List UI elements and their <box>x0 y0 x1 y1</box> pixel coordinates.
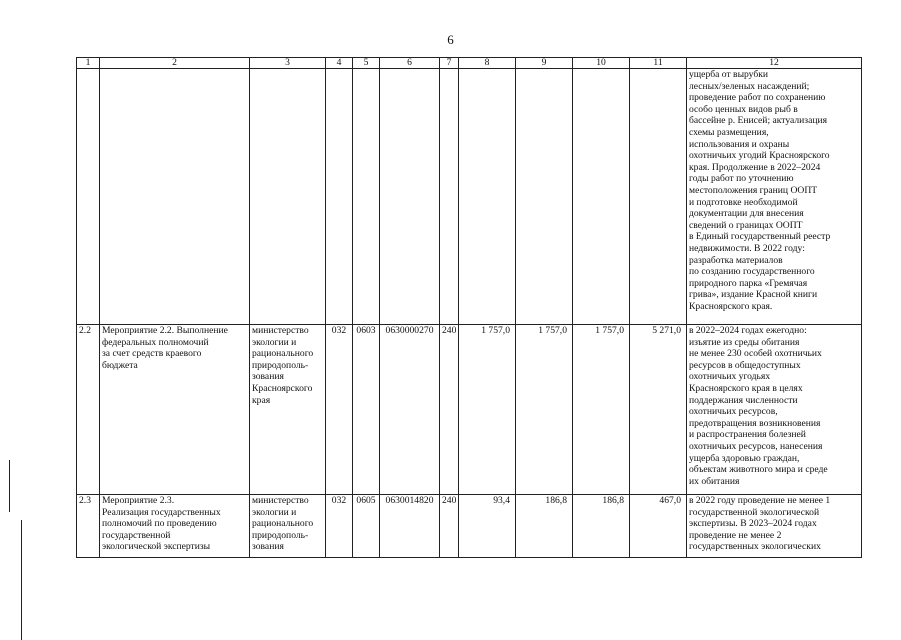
text-line: в Единый государственный реестр <box>689 231 831 243</box>
text-line: в 2022–2024 годах ежегодно: <box>689 325 807 336</box>
header-cell: 4 <box>326 58 353 69</box>
text-line: экологии и <box>252 506 297 518</box>
text-line: за счет средств краевого <box>102 348 202 360</box>
amount-2023-cell <box>516 69 573 325</box>
text-line: местоположения границ ООПТ <box>689 184 818 196</box>
executor-cell <box>250 495 326 558</box>
text-line: Реализация государственных <box>102 506 221 518</box>
amount-2024-cell <box>573 69 630 325</box>
amount-total-cell: 5 271,0 <box>630 325 687 495</box>
executor-cell <box>250 69 326 325</box>
text-line: схемы размещения, <box>689 126 769 138</box>
header-cell: 5 <box>353 58 380 69</box>
text-line: ущерба от вырубки <box>689 69 769 80</box>
text-line: охотничьих угодий Красноярского <box>689 150 830 162</box>
header-cell: 7 <box>440 58 459 69</box>
text-line: Красноярского края. <box>689 300 773 312</box>
executor-cell <box>250 325 326 495</box>
row-number-cell: 2.3 <box>77 495 100 558</box>
text-line: по созданию государственного <box>689 266 815 278</box>
text-line: экологии и <box>252 336 297 348</box>
activity-name-cell <box>100 69 250 325</box>
text-line: в 2022 году проведение не менее 1 <box>689 495 831 506</box>
header-cell: 2 <box>100 58 250 69</box>
amount-2022-cell: 1 757,0 <box>459 325 516 495</box>
amount-2023-cell: 1 757,0 <box>516 325 573 495</box>
text-line: сведений о границах ООПТ <box>689 219 803 231</box>
rzpr-code-cell: 0603 <box>353 325 380 495</box>
rzpr-code-cell <box>353 69 380 325</box>
text-line: их обитания <box>689 475 740 487</box>
text-line: экспертизы. В 2023–2024 годах <box>689 518 817 530</box>
text-line: грива», издание Красной книги <box>689 289 818 301</box>
text-line: использования и охраны <box>689 138 790 150</box>
text-line: государственной экологической <box>689 506 820 518</box>
text-line: природополь- <box>252 529 309 541</box>
left-margin-line-lower <box>21 520 22 640</box>
table-row <box>77 325 862 495</box>
text-line: охотничьих угодьях <box>689 371 771 383</box>
amount-2022-cell <box>459 69 516 325</box>
text-line: объектам животного мира и среде <box>689 464 828 476</box>
text-line: государственных экологических <box>689 541 821 553</box>
header-cell: 8 <box>459 58 516 69</box>
header-cell: 1 <box>77 58 100 69</box>
amount-total-cell: 467,0 <box>630 495 687 558</box>
text-line: и подготовке необходимой <box>689 196 798 208</box>
header-cell: 10 <box>573 58 630 69</box>
grbs-code-cell <box>326 69 353 325</box>
text-line: охотничьих ресурсов, <box>689 406 778 418</box>
text-line: бассейне р. Енисей; актуализация <box>689 115 828 127</box>
text-line: министерство <box>252 495 309 506</box>
text-line: полномочий по проведению <box>102 518 217 530</box>
activity-name-cell <box>100 495 250 558</box>
text-line: рационального <box>252 518 314 530</box>
amount-total-cell <box>630 69 687 325</box>
text-line: разработка материалов <box>689 254 783 266</box>
text-line: проведение работ по сохранению <box>689 92 826 104</box>
text-line: природного парка «Гремячая <box>689 277 808 289</box>
text-line: Красноярского края в целях <box>689 382 803 394</box>
row-number-cell <box>77 69 100 325</box>
text-line: документации для внесения <box>689 208 804 220</box>
vr-code-cell <box>440 69 459 325</box>
page-number: 6 <box>447 32 454 47</box>
text-line: Мероприятие 2.3. <box>102 495 175 506</box>
amount-2023-cell: 186,8 <box>516 495 573 558</box>
header-cell: 11 <box>630 58 687 69</box>
amount-2024-cell: 186,8 <box>573 495 630 558</box>
text-line: ресурсов в общедоступных <box>689 359 801 371</box>
grbs-code-cell: 032 <box>326 325 353 495</box>
text-line: зования <box>252 541 284 553</box>
vr-code-cell: 240 <box>440 325 459 495</box>
expected-result-cell <box>687 325 862 495</box>
text-line: Красноярского <box>252 382 313 394</box>
text-line: недвижимости. В 2022 году: <box>689 242 805 254</box>
text-line: не менее 230 особей охотничьих <box>689 348 822 360</box>
text-line: предотвращения возникновения <box>689 417 821 429</box>
text-line: края <box>252 394 271 406</box>
amount-2022-cell: 93,4 <box>459 495 516 558</box>
header-row <box>77 58 862 69</box>
amount-2024-cell: 1 757,0 <box>573 325 630 495</box>
text-line: края. Продолжение в 2022–2024 <box>689 161 821 173</box>
grbs-code-cell: 032 <box>326 495 353 558</box>
header-cell: 3 <box>250 58 326 69</box>
table-row <box>77 495 862 558</box>
text-line: зования <box>252 371 284 383</box>
text-line: поддержания численности <box>689 394 798 406</box>
header-cell: 6 <box>380 58 440 69</box>
text-line: лесных/зеленых насаждений; <box>689 80 810 92</box>
header-cell: 9 <box>516 58 573 69</box>
text-line: бюджета <box>102 359 138 371</box>
text-line: годы работ по уточнению <box>689 173 794 185</box>
text-line: особо ценных видов рыб в <box>689 103 798 115</box>
text-line: федеральных полномочий <box>102 336 209 348</box>
text-line: ущерба здоровью граждан, <box>689 452 800 464</box>
left-margin-line-upper <box>9 460 10 512</box>
text-line: министерство <box>252 325 309 336</box>
text-line: Мероприятие 2.2. Выполнение <box>102 325 228 336</box>
csr-code-cell: 0630000270 <box>380 325 440 495</box>
rzpr-code-cell: 0605 <box>353 495 380 558</box>
expected-result-cell <box>687 69 862 325</box>
budget-activities-table <box>76 57 862 558</box>
table-row <box>77 69 862 325</box>
row-number-cell: 2.2 <box>77 325 100 495</box>
text-line: изъятие из среды обитания <box>689 336 800 348</box>
csr-code-cell: 0630014820 <box>380 495 440 558</box>
csr-code-cell <box>380 69 440 325</box>
text-line: проведение не менее 2 <box>689 529 782 541</box>
activity-name-cell <box>100 325 250 495</box>
text-line: природополь- <box>252 359 309 371</box>
text-line: охотничьих ресурсов, нанесения <box>689 440 823 452</box>
text-line: и распространения болезней <box>689 429 806 441</box>
header-cell: 12 <box>687 58 862 69</box>
text-line: рационального <box>252 348 314 360</box>
text-line: государственной <box>102 529 171 541</box>
vr-code-cell: 240 <box>440 495 459 558</box>
text-line: экологической экспертизы <box>102 541 211 553</box>
expected-result-cell <box>687 495 862 558</box>
